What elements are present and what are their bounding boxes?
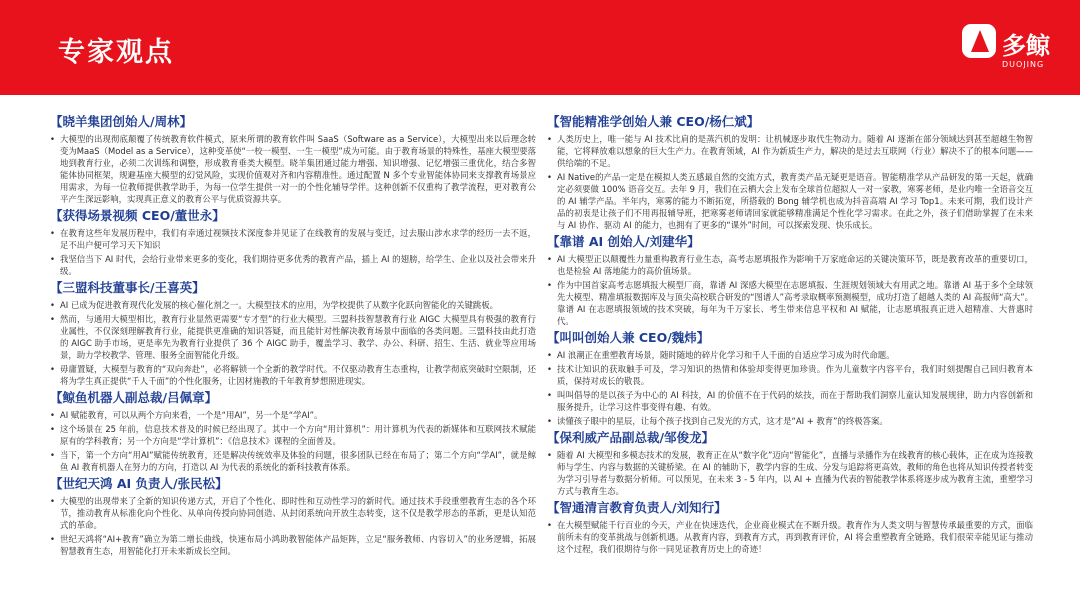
section-title: 【鲸鱼机器人副总裁/吕佩章】	[50, 390, 218, 405]
bullet-item: • 这个场景在 25 年前，信息技术普及的时候已经出现了。其中一个方向“用计算机”：用计算机为代表的新媒体和互联网技术赋能原有的学科教育；另一个方向是“学计算机”：《信息技术》课程的全面普及。	[50, 423, 536, 447]
bullet-list	[50, 409, 536, 473]
bullet-item: • AI 大模型正以颠覆性力量重构教育行业生态，高考志愿填报作为影响千万家庭命运的关键决策环节，既是教育改革的重要切口，也是检验 AI 落地能力的高价值场景。	[547, 253, 1033, 277]
section-title: 【靠谱 AI 创始人/刘建华】	[547, 234, 700, 249]
bullet-list	[50, 133, 536, 205]
brand-logo	[962, 24, 1062, 80]
section-title: 【三盟科技董事长/王喜英】	[50, 280, 205, 295]
bullet-item: • AI 浪潮正在重塑教育场景，随时随地的碎片化学习和千人千面的自适应学习成为时代命题。	[547, 349, 1033, 361]
bullet-item: • AI 赋能教育，可以从两个方向来看，一个是“用AI”，另一个是“学AI”。	[50, 409, 536, 421]
right-column	[547, 112, 1033, 558]
bullet-item: • 我坚信当下 AI 时代，会给行业带来更多的变化，我们期待更多优秀的教育产品，插上 AI 的翅膀，给学生、企业以及社会带来升级。	[50, 253, 536, 277]
bullet-list	[547, 349, 1033, 427]
bullet-item: • 读懂孩子眼中的星辰，让每个孩子找到自己发光的方式，这才是“AI + 教育”的终极答案。	[547, 415, 1033, 427]
bullet-list	[50, 227, 536, 277]
bullet-item: • 毋庸置疑，大模型与教育的“双向奔赴”，必将解锁一个全新的教学时代。不仅驱动教育生态重构，让教学彻底突破时空限制，还将为学生真正提供“千人千面”的个性化服务，让因材施教的千年教育梦想照进现实。	[50, 363, 536, 387]
left-column	[50, 112, 536, 560]
section-title: 【智通清言教育负责人/刘知行】	[547, 500, 727, 515]
bullet-item: • 大模型的出现彻底颠覆了传统教育软件模式，原来所谓的教育软件叫 SaaS（Software as a Service），大模型出来以后理念转变为MaaS（Model as a Service），这种变革使“一校一模型、一生一模型”成为可能。由于教育场景的特殊性，基座大模型要落地到教育行业，必须二次训练和调整，形成教育垂类大模型。晓羊集团通过能力增强、知识增强、记忆增强三重优化，结合多智能体协同框架，规避基座大模型的幻觉风险，实现价值观对齐和内容精准性。通过配置 N 多个专业智能体协同来支撑教育场景应用需求，为每一位教师提供教学助手，为每一位学生提供一对一的个性化辅导学伴。这种创新不仅重构了教学流程，更对教育公平产生深远影响，实现真正意义的教育公平与优质资源共享。	[50, 133, 536, 205]
bullet-list	[50, 495, 536, 557]
bullet-item: • 大模型的出现带来了全新的知识传递方式，开启了个性化、即时性和互动性学习的新时代。通过技术手段重塑教育生态的各个环节，推动教育从标准化向个性化、从单向传授向协同创造、从封闭系统向开放生态转变，这不仅是教学形态的革新，更是认知范式的革命。	[50, 495, 536, 531]
bullet-list	[547, 449, 1033, 497]
bullet-item: • 人类历史上，唯一能与 AI 技术比肩的是蒸汽机的发明：让机械逐步取代生物动力。随着 AI 逐渐在部分领域达到甚至超越生物智能，它将释放难以想象的巨大生产力。在教育领域，AI 作为新质生产力，解决的是过去互联网（行业）解决不了的根本问题——供给端的不足。	[547, 133, 1033, 169]
bullet-item: • 然而，与通用大模型相比，教育行业显然更需要“专才型”的行业大模型。三盟科技智慧教育行业 AIGC 大模型具有极强的教育行业属性，不仅深刻理解教育行业，能提供更准确的知识答疑，而且能针对性解决教育场景中面临的各类问题。三盟科技由此打造的 AIGC 助手市场，更是率先为教育行业提供了 36 个 AIGC 助手，覆盖学习、教学、办公、科研、招生、生活、就业等应用场景，助力学校教学、管理、服务全面智能化升级。	[50, 313, 536, 361]
bullet-item: • 技术让知识的获取触手可及，学习知识的热情和体验却变得更加珍贵。作为儿童数字内容平台，我们时刻提醒自己回归教育本质，保持对成长的敬畏。	[547, 363, 1033, 387]
bullet-item: • AI 已成为促进教育现代化发展的核心催化剂之一。大模型技术的应用，为学校提供了从数字化跃向智能化的关键跳板。	[50, 299, 536, 311]
bullet-item: • AI Native的产品一定是在模拟人类五感最自然的交流方式，教育类产品无疑更是语音。智能精准学从产品研发的第一天起，就确定必须要做 100% 语音交互。去年 9 月，我们在云栖大会上发布全球首位超拟人一对一家教，寒雾老师，是业内唯一全语音交互的 AI 辅学产品。半年内，寒雾的能力不断拓宽，所搭载的 Bong 辅学机也成为抖音高端 AI 学习 Top1。未来可期，我们设计产品的初衷是让孩子们不用再报辅导班，把寒雾老师请回家就能够精准满足个性化学习需求。在此之外，孩子们借助掌握了在未来与 AI 协作、驱动 AI 的能力，也拥有了更多的“课外”时间，可以探索发现、快乐成长。	[547, 171, 1033, 231]
section-title: 【晓羊集团创始人/周林】	[50, 114, 193, 129]
bullet-item: • 当下，第一个方向“用AI”赋能传统教育，还是解决传统效率及体验的问题，很多团队已经在布局了；第二个方向“学AI”，就是鲸鱼 AI 教育机器人在努力的方向，打造以 AI 为代表的系统化的新科技教育体系。	[50, 449, 536, 473]
header-banner	[0, 0, 1080, 95]
section-title: 【获得场景视频 CEO/董世永】	[50, 208, 225, 223]
section-title: 【保利威产品副总裁/邹俊龙】	[547, 430, 715, 445]
bullet-list	[547, 133, 1033, 231]
bullet-item: • 随着 AI 大模型和多模态技术的发展，教育正在从“数字化”迈向“智能化”，直播与录播作为在线教育的核心载体，正在成为连接教师与学生、内容与数据的关键桥梁。在 AI 的辅助下，教学内容的生成、分发与追踪将更高效，教师的角色也将从知识传授者转变为学习引导者与数据分析师。可以预见，在未来 3 - 5 年内，以 AI + 直播为代表的智能教学体系将逐步成为教育主流，重塑学习方式与教育生态。	[547, 449, 1033, 497]
bullet-item: • 在大模型赋能千行百业的今天，产业在快速迭代，企业商业模式在不断升级。教育作为人类文明与智慧传承最重要的方式，面临前所未有的变革挑战与创新机遇。从教育内容，到教育方式，再到教育评价，AI 将会重塑教育全链路，我们很荣幸能见证与推动这个过程，我们很期待与你一同见证教育历史上的奇迹！	[547, 519, 1033, 555]
brand-subtitle: DUOJING	[1002, 60, 1045, 69]
bullet-item: • 叫叫倡导的是以孩子为中心的 AI 科技，AI 的价值不在于代码的炫技，而在于帮助我们洞察儿童认知发展规律，助力内容创新和服务提升，让学习这件事变得有趣、有效。	[547, 389, 1033, 413]
section-title: 【智能精准学创始人兼 CEO/杨仁斌】	[547, 114, 760, 129]
bullet-item: • 在教育这些年发展历程中，我们有幸通过视频技术深度参并见证了在线教育的发展与变迁，过去服山涉水求学的经历一去不返，足不出户便可学习天下知识	[50, 227, 536, 251]
bullet-list	[547, 253, 1033, 327]
bullet-list	[547, 519, 1033, 555]
page-title: 专家观点	[58, 37, 174, 68]
brand-name: 多鲸	[1002, 32, 1050, 60]
section-title: 【世纪天鸿 AI 负责人/张民松】	[50, 476, 228, 491]
bullet-item: • 世纪天鸿将“AI+教育”确立为第二增长曲线，快速布局小鸿助教智能体产品矩阵，立足“服务教师、内容切入”的业务逻辑，拓展智慧教育生态，用智能化打开未来新成长空间。	[50, 533, 536, 557]
whale-logo-icon	[962, 24, 996, 58]
bullet-item: • 作为中国首家高考志愿填报大模型厂商，靠谱 AI 深感大模型在志愿填报、生涯规划领域大有用武之地。靠谱 AI 基于多个全球领先大模型、精准填报数据库及与顶尖高校联合研发的“图谱人”高考录取概率预测模型，成功打造了超越人类的 AI 高报师“高大”。靠谱 AI 在志愿填报领域的技术突破，每年为千万家长、考生带来信息平权和 AI 赋能，让志愿填报真正进入超精准、大普惠时代。	[547, 279, 1033, 327]
bullet-list	[50, 299, 536, 387]
section-title: 【叫叫创始人兼 CEO/魏炜】	[547, 330, 710, 345]
